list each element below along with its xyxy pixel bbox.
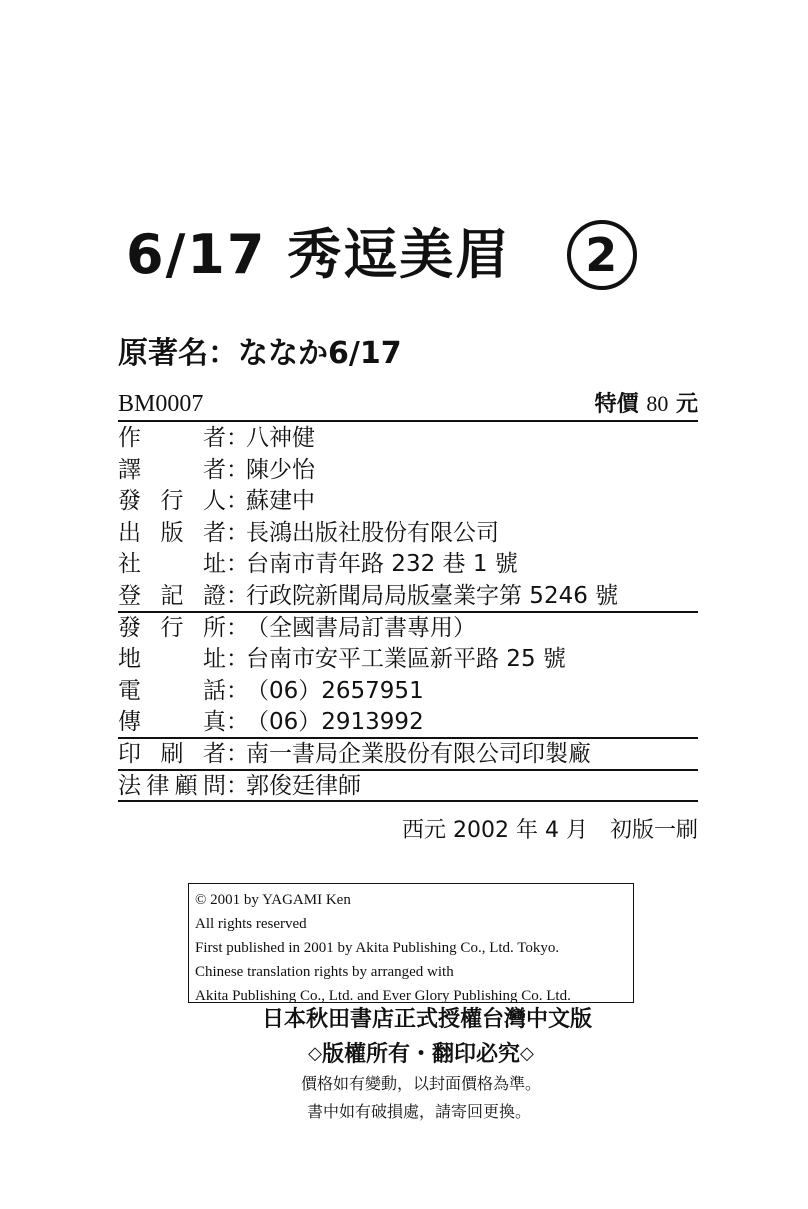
info-value: （06）2657951 bbox=[246, 677, 424, 704]
info-label: 傳真 bbox=[118, 709, 226, 736]
info-value: （06）2913992 bbox=[246, 709, 424, 736]
info-colon: ： bbox=[226, 425, 249, 451]
info-value: 行政院新聞局局版臺業字第 5246 號 bbox=[246, 582, 619, 609]
info-colon: ： bbox=[226, 740, 249, 767]
info-label: 社址 bbox=[118, 551, 226, 578]
info-row-publisher bbox=[118, 518, 698, 550]
rights-text: 版權所有・翻印必究 bbox=[321, 1042, 520, 1067]
info-label: 出版者 bbox=[118, 519, 226, 546]
price-label: 特價 bbox=[594, 392, 639, 417]
code-price-row bbox=[118, 390, 698, 422]
original-title: 原著名：ななか6/17 bbox=[118, 336, 402, 371]
copyright-line: © 2001 by YAGAMI Ken bbox=[195, 892, 351, 908]
info-label: 地址 bbox=[118, 646, 226, 673]
price-unit: 元 bbox=[675, 392, 698, 417]
info-colon: ： bbox=[226, 456, 249, 483]
info-value: 蘇建中 bbox=[246, 488, 315, 515]
book-title-text: 6/17 秀逗美眉 bbox=[126, 223, 512, 286]
info-value: 台南市安平工業區新平路 25 號 bbox=[246, 646, 566, 673]
info-label: 發行人 bbox=[118, 488, 226, 515]
info-colon: ： bbox=[226, 488, 249, 515]
info-row-address bbox=[118, 644, 698, 676]
info-value: 台南市青年路 232 巷 1 號 bbox=[246, 551, 518, 578]
info-colon: ： bbox=[226, 551, 249, 578]
info-label: 電話 bbox=[118, 677, 226, 704]
info-label: 法律顧問 bbox=[118, 772, 226, 799]
info-row-legal-advisor bbox=[118, 771, 698, 803]
info-label: 印刷者 bbox=[118, 740, 226, 767]
info-row-registration bbox=[118, 581, 698, 613]
info-label: 譯者 bbox=[118, 456, 226, 483]
info-value: 八神健 bbox=[246, 425, 315, 451]
info-colon: ： bbox=[226, 677, 249, 704]
info-label: 發行所 bbox=[118, 614, 226, 641]
diamond-icon: ◇ bbox=[520, 1043, 534, 1064]
info-row-author bbox=[118, 423, 698, 455]
info-label: 作者 bbox=[118, 425, 226, 451]
info-colon: ： bbox=[226, 772, 249, 799]
copyright-line: First published in 2001 by Akita Publishing Co., Ltd. Tokyo. bbox=[195, 940, 560, 956]
info-row-issuer bbox=[118, 486, 698, 518]
info-colon: ： bbox=[226, 614, 249, 641]
edition-date: 西元 2002 年 4 月 初版一刷 bbox=[402, 818, 698, 843]
info-colon: ： bbox=[226, 709, 249, 736]
info-row-office-address bbox=[118, 549, 698, 581]
info-value: 南一書局企業股份有限公司印製廠 bbox=[246, 740, 591, 767]
info-label: 登記證 bbox=[118, 582, 226, 609]
price-amount: 80 bbox=[646, 391, 669, 416]
copyright-box bbox=[188, 883, 634, 1003]
copyright-line: Akita Publishing Co., Ltd. and Ever Glory Publishing Co. Ltd. bbox=[195, 988, 571, 1004]
copyright-line: Chinese translation rights by arranged with bbox=[195, 964, 454, 980]
info-colon: ： bbox=[226, 646, 249, 673]
info-value: 長鴻出版社股份有限公司 bbox=[246, 519, 499, 546]
publication-info bbox=[118, 423, 698, 802]
book-title bbox=[126, 220, 637, 290]
info-row-fax bbox=[118, 707, 698, 739]
info-value: （全國書局訂書專用） bbox=[246, 614, 476, 641]
info-value: 郭俊廷律師 bbox=[246, 772, 361, 799]
book-code: BM0007 bbox=[118, 391, 204, 417]
authorized-edition-notice: 日本秋田書店正式授權台灣中文版 bbox=[261, 1007, 592, 1032]
info-row-phone bbox=[118, 676, 698, 708]
info-colon: ： bbox=[226, 582, 249, 609]
price-change-notice: 價格如有變動，以封面價格為準。 bbox=[300, 1074, 541, 1093]
info-row-translator bbox=[118, 455, 698, 487]
rights-notice bbox=[0, 1038, 808, 1071]
copyright-line: All rights reserved bbox=[195, 916, 307, 932]
info-row-printer bbox=[118, 739, 698, 771]
info-colon: ： bbox=[226, 519, 249, 546]
damage-return-notice: 書中如有破損處，請寄回更換。 bbox=[306, 1102, 531, 1121]
info-value: 陳少怡 bbox=[246, 456, 315, 483]
diamond-icon: ◇ bbox=[308, 1043, 322, 1064]
info-row-distributor bbox=[118, 613, 698, 645]
volume-number: 2 bbox=[567, 220, 637, 290]
price bbox=[595, 390, 698, 419]
